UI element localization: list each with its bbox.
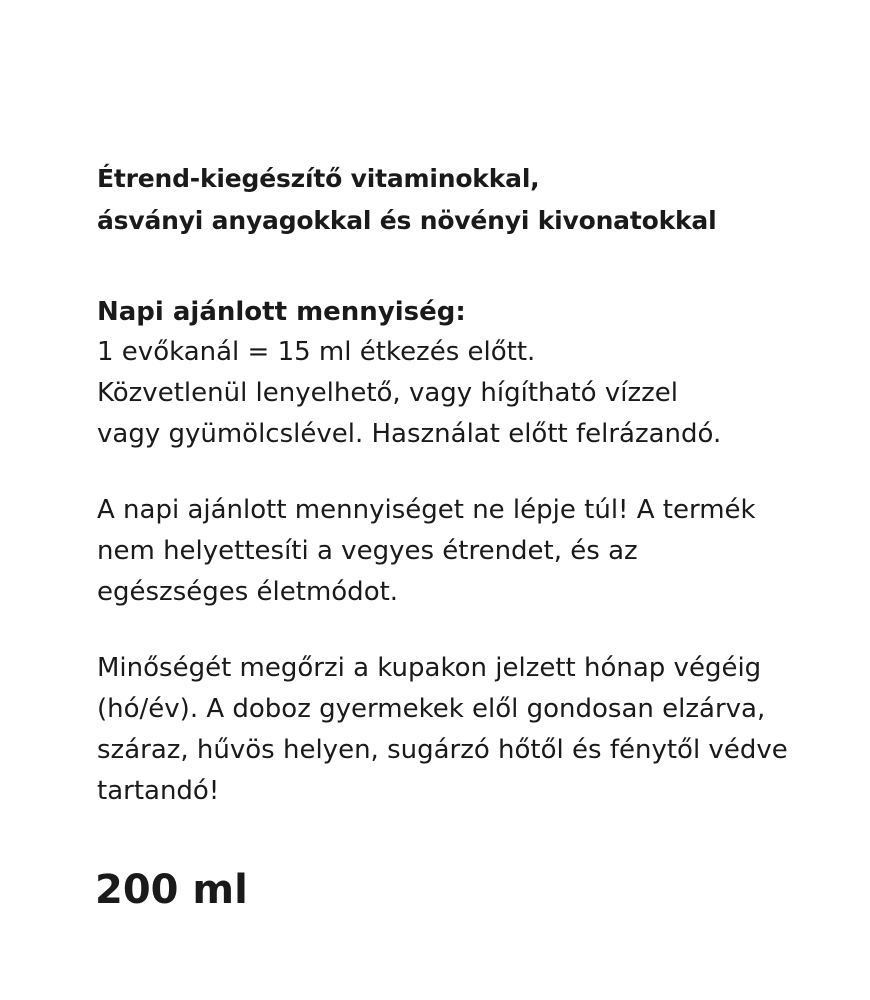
storage-line: száraz, hűvös helyen, sugárzó hőtől és fénytől védve — [97, 735, 788, 765]
dosage-line: vagy gyümölcslével. Használat előtt felrázandó. — [97, 419, 722, 449]
warning-section — [97, 490, 756, 613]
dosage-section — [97, 292, 721, 455]
storage-section — [97, 648, 788, 812]
dosage-heading: Napi ajánlott mennyiség: — [97, 297, 466, 327]
product-type-line: Étrend-kiegészítő vitaminokkal, — [97, 164, 540, 193]
storage-line: (hó/év). A doboz gyermekek elől gondosan elzárva, — [97, 694, 766, 724]
storage-line: tartandó! — [97, 776, 220, 806]
warning-line: A napi ajánlott mennyiséget ne lépje túl! A termék — [97, 495, 756, 525]
volume-label: 200 ml — [95, 867, 248, 913]
dosage-line: Közvetlenül lenyelhető, vagy hígítható vízzel — [97, 378, 678, 408]
dosage-line: 1 evőkanál = 15 ml étkezés előtt. — [97, 337, 536, 367]
storage-line: Minőségét megőrzi a kupakon jelzett hónap végéig — [97, 653, 762, 683]
warning-line: egészséges életmódot. — [97, 577, 399, 607]
product-type-line: ásványi anyagokkal és növényi kivonatokkal — [97, 206, 717, 235]
product-type-heading — [97, 158, 716, 242]
warning-line: nem helyettesíti a vegyes étrendet, és az — [97, 536, 638, 566]
